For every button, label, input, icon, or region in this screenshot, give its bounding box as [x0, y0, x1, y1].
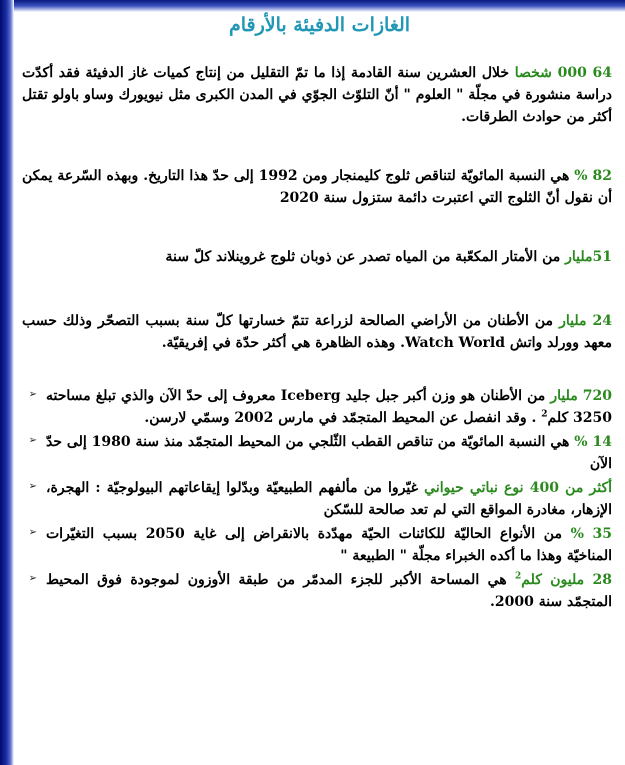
paragraph-text: هي النسبة المائويّة لتناقص ثلوج كليمنجار ومن 1992 إلى حدّ هذا التاريخ. وبهذه السّرعة يمكن أن نقول أنّ الثلوج التي اعتبرت دائمة ستزول سنة 2020 [22, 168, 612, 206]
item-text: هي المساحة الأكبر للجزء المدمّر من طبقة الأوزون لموجودة فوق المحيط المتجمّد سنة 2000. [46, 572, 612, 610]
list-item [22, 386, 612, 429]
paragraph-text: خلال العشرين سنة القادمة إذا ما تمّ التقليل من إنتاج كميات غاز الدفيئة فقد أكدّت دراسة منشورة في مجلّة " العلوم " أنّ التلوّث الجوّي في المدن الكبرى مثل نيويورك وساو باولو تقتل أكثر من حوادث الطرقات. [22, 65, 612, 125]
highlight-figure: 82 % [574, 168, 612, 184]
page-title: الغازات الدفيئة بالأرقام [228, 14, 411, 36]
highlight-figure: أكثر من 400 نوع نباتي حيواني [424, 480, 613, 496]
facts-list [22, 386, 612, 613]
list-item [22, 570, 612, 613]
paragraph-text: من الأمتار المكعّبة من المياه تصدر عن ذوبان ثلوج غروينلاند كلّ سنة [165, 249, 566, 265]
superscript: 2 [515, 571, 522, 582]
highlight-figure: 14 % [574, 434, 613, 450]
paragraph-text: من الأطنان من الأراضي الصالحة لزراعة تتمّ خسارتها كلّ سنة بسبب التصحّر وذلك حسب معهد وورلد واتش Watch World. وهذه الظاهرة هي أكثر حدّة في إفريقيّة. [22, 313, 612, 351]
list-item [22, 524, 612, 567]
article-body [22, 62, 612, 616]
top-border-bar [14, 0, 625, 12]
item-text: هي النسبة المائويّة من تناقص القطب الثّلجي من المحيط المتجمّد منذ سنة 1980 إلى حدّ الآن [46, 434, 612, 472]
left-border-bar [0, 0, 14, 765]
paragraph-kilimanjaro [22, 165, 612, 209]
highlight-figure: 51مليار [565, 249, 612, 265]
arrow-bullet-icon: ➢ [28, 481, 37, 492]
item-text: من الأنواع الحاليّة للكائنات الحيّة مهدّدة بالانقراض إلى غاية 2050 بسبب التغيّرات المناخيّة وهذا ما أكده الخبراء مجلّة " الطبيعة " [46, 526, 612, 564]
item-text: غيّروا من مألفهم الطبيعيّة وبدّلوا إيقاعاتهم البيولوجيّة : الهجرة، الإزهار، مغادرة المواقع التي لم تعد صالحة للسّكن [46, 480, 612, 518]
superscript: 2 [541, 408, 548, 419]
arrow-bullet-icon: ➢ [28, 435, 37, 446]
paragraph-people [22, 62, 612, 128]
list-item [22, 478, 612, 521]
arrow-bullet-icon: ➢ [28, 573, 37, 584]
item-text-tail: . وقد انفصل عن المحيط المتجمّد في مارس 2002 وسمّي لارسن. [144, 409, 542, 426]
highlight-figure: 35 % [570, 526, 612, 542]
arrow-bullet-icon: ➢ [28, 389, 37, 400]
list-item [22, 432, 612, 475]
highlight-figure [515, 572, 612, 588]
item-text: من الأطنان هو وزن أكبر جبل جليد Iceberg معروف إلى حدّ الآن والذي تبلغ مساحته 3250 كلم [46, 388, 612, 426]
highlight-figure-text: 28 مليون كلم [521, 572, 612, 588]
highlight-figure: 64 000 شخصا [514, 65, 612, 81]
highlight-figure: 720 مليار [550, 388, 612, 404]
paragraph-desertification [22, 310, 612, 354]
arrow-bullet-icon: ➢ [28, 527, 37, 538]
paragraph-greenland [22, 246, 612, 268]
highlight-figure: 24 مليار [559, 313, 612, 329]
